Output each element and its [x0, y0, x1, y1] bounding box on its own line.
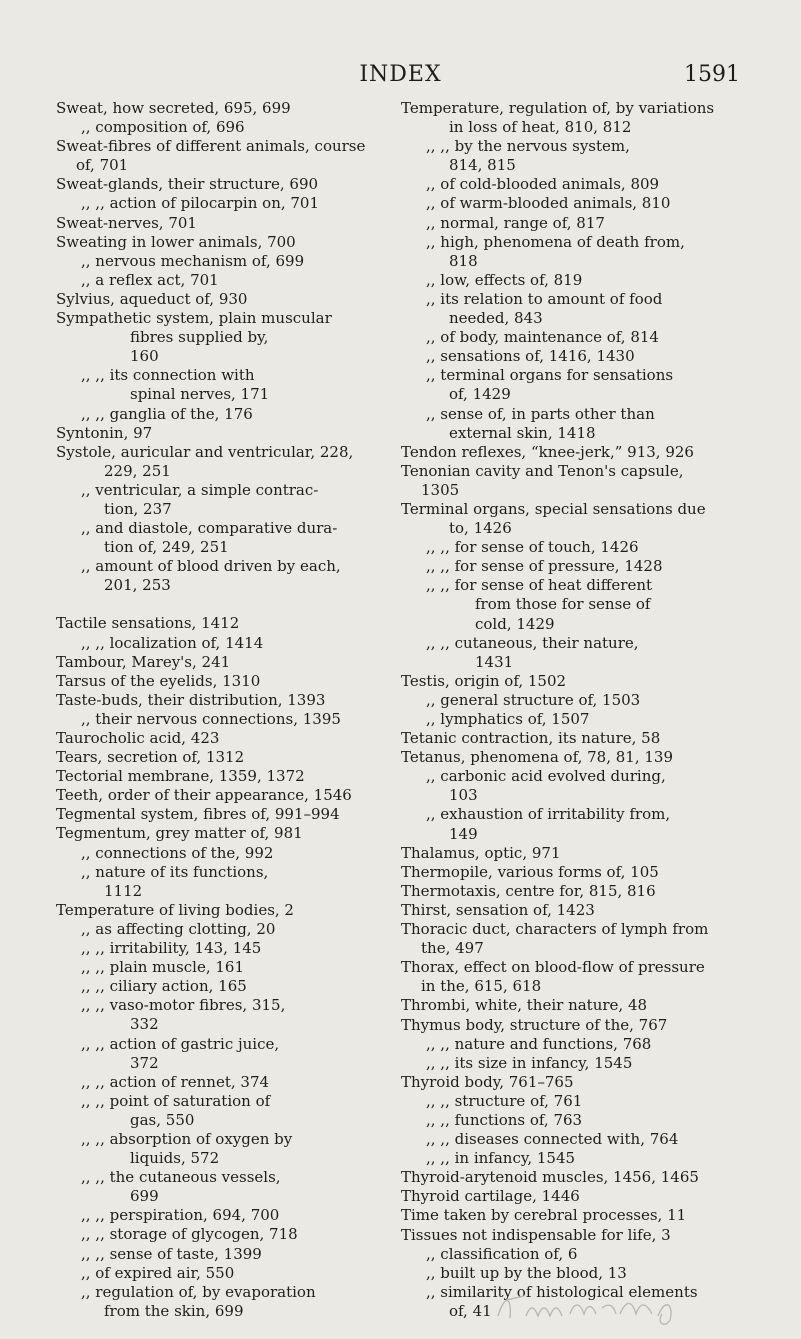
index-entry: ,, general structure of, 1503 — [426, 690, 641, 709]
index-entry: Sweating in lower animals, 700 — [56, 232, 296, 251]
entry-gap — [56, 595, 414, 614]
index-entry: Thermopile, various forms of, 105 — [401, 862, 659, 881]
index-entry: Tears, secretion of, 1312 — [56, 748, 245, 767]
index-entry: ,, amount of blood driven by each, — [81, 557, 341, 576]
index-entry: ,, ,, ciliary action, 165 — [81, 977, 247, 996]
index-entry: fibres supplied by, — [130, 328, 269, 347]
index-entry: the, 497 — [421, 939, 484, 958]
index-entry: 372 — [130, 1053, 159, 1072]
index-entry: ,, low, effects of, 819 — [426, 270, 583, 289]
index-entry: ,, of body, maintenance of, 814 — [426, 328, 659, 347]
index-entry: ,, ,, localization of, 1414 — [81, 633, 264, 652]
index-entry: ,, high, phenomena of death from, — [426, 232, 685, 251]
index-entry: ,, its relation to amount of food — [426, 289, 663, 308]
index-entry: Tissues not indispensable for life, 3 — [401, 1225, 671, 1244]
index-entry: ,, ventricular, a simple contrac- — [81, 480, 319, 499]
index-entry: ,, ,, action of gastric juice, — [81, 1034, 280, 1053]
index-entry: external skin, 1418 — [449, 423, 596, 442]
index-entry: Sweat-glands, their structure, 690 — [56, 175, 319, 194]
index-entry: Temperature of living bodies, 2 — [56, 900, 294, 919]
index-entry: tion, 237 — [104, 499, 172, 518]
index-entry: ,, ,, absorption of oxygen by — [81, 1129, 293, 1148]
index-entry: 332 — [130, 1015, 159, 1034]
index-entry: tion of, 249, 251 — [104, 538, 229, 557]
index-entry: Sylvius, aqueduct of, 930 — [56, 289, 248, 308]
index-entry: Sweat-fibres of different animals, course — [56, 137, 366, 156]
index-entry: ,, classification of, 6 — [426, 1244, 578, 1263]
page-header — [0, 58, 801, 94]
index-entry: ,, ,, for sense of heat different — [426, 576, 653, 595]
index-entry: ,, ,, plain muscle, 161 — [81, 958, 245, 977]
index-entry: ,, their nervous connections, 1395 — [81, 709, 341, 728]
index-entry: of, 701 — [76, 156, 129, 175]
index-entry: Tetanus, phenomena of, 78, 81, 139 — [401, 748, 674, 767]
index-entry: cold, 1429 — [475, 614, 555, 633]
index-entry: Tetanic contraction, its nature, 58 — [401, 729, 661, 748]
index-entry: ,, ,, its size in infancy, 1545 — [426, 1053, 633, 1072]
index-entry: ,, ,, nature and functions, 768 — [426, 1034, 652, 1053]
handwritten-signature — [490, 1286, 690, 1326]
page-number: 1591 — [684, 62, 740, 87]
index-entry: Tendon reflexes, “knee-jerk,” 913, 926 — [401, 442, 694, 461]
index-entry: Sympathetic system, plain muscular — [56, 309, 332, 328]
index-entry: ,, sense of, in parts other than — [426, 404, 655, 423]
index-entry: Taurocholic acid, 423 — [56, 729, 220, 747]
index-entry: ,, sensations of, 1416, 1430 — [426, 347, 635, 366]
index-entry: gas, 550 — [130, 1110, 195, 1129]
index-entry: Tegmental system, fibres of, 991–994 — [56, 805, 340, 824]
index-entry: ,, regulation of, by evaporation — [81, 1282, 316, 1301]
index-entry: of, 41 — [449, 1301, 492, 1320]
index-entry: ,, composition of, 696 — [81, 118, 245, 137]
index-entry: in loss of heat, 810, 812 — [449, 118, 632, 137]
index-entry: ,, of cold-blooded animals, 809 — [426, 175, 660, 194]
index-entry: Time taken by cerebral processes, 11 — [401, 1206, 687, 1225]
index-entry: ,, ,, vaso-motor fibres, 315, — [81, 996, 286, 1015]
index-entry: Thoracic duct, characters of lymph from — [401, 920, 709, 939]
right-index-column — [401, 99, 747, 1321]
index-entry: ,, ,, the cutaneous vessels, — [81, 1168, 281, 1187]
index-entry: Terminal organs, special sensations due — [401, 499, 706, 518]
index-entry: ,, ,, action of rennet, 374 — [81, 1072, 270, 1091]
index-entry: ,, a reflex act, 701 — [81, 270, 219, 289]
index-entry: to, 1426 — [449, 519, 512, 538]
page-title: INDEX — [359, 62, 442, 87]
index-entry: 1112 — [104, 881, 143, 900]
index-entry: 1305 — [421, 480, 460, 499]
index-entry: in the, 615, 618 — [421, 977, 542, 996]
index-entry: Sweat-nerves, 701 — [56, 213, 197, 232]
index-entry: Temperature, regulation of, by variations — [401, 99, 715, 117]
index-entry: needed, 843 — [449, 309, 543, 328]
index-entry: ,, nervous mechanism of, 699 — [81, 251, 305, 270]
index-entry: 160 — [130, 347, 159, 366]
index-entry: ,, lymphatics of, 1507 — [426, 710, 590, 728]
index-entry: Tegmentum, grey matter of, 981 — [56, 824, 303, 843]
index-entry: from the skin, 699 — [104, 1301, 244, 1320]
index-entry: ,, ,, functions of, 763 — [426, 1110, 583, 1129]
index-entry: Tactile sensations, 1412 — [56, 614, 240, 633]
index-entry: Thermotaxis, centre for, 815, 816 — [401, 881, 656, 900]
index-entry: ,, ,, in infancy, 1545 — [426, 1149, 576, 1168]
index-entry: Sweat, how secreted, 695, 699 — [56, 99, 291, 117]
index-entry: ,, connections of the, 992 — [81, 843, 274, 862]
index-entry: 818 — [449, 251, 478, 270]
index-entry: ,, ,, action of pilocarpin on, 701 — [81, 194, 320, 213]
index-entry: Tectorial membrane, 1359, 1372 — [56, 767, 305, 786]
index-entry: ,, ,, for sense of pressure, 1428 — [426, 557, 663, 576]
index-entry: Thirst, sensation of, 1423 — [401, 900, 595, 919]
index-entry: ,, ,, perspiration, 694, 700 — [81, 1206, 280, 1225]
index-entry: ,, ,, for sense of touch, 1426 — [426, 538, 639, 557]
index-entry: Tambour, Marey's, 241 — [56, 652, 231, 671]
index-entry: ,, similarity of histological elements — [426, 1282, 698, 1301]
index-entry: spinal nerves, 171 — [130, 385, 270, 404]
index-entry: ,, ,, ganglia of the, 176 — [81, 404, 253, 423]
index-entry: 229, 251 — [104, 461, 171, 480]
index-entry: ,, terminal organs for sensations — [426, 366, 674, 385]
index-entry: ,, ,, storage of glycogen, 718 — [81, 1225, 298, 1244]
index-entry: Thyroid-arytenoid muscles, 1456, 1465 — [401, 1168, 699, 1187]
index-entry: 103 — [449, 786, 478, 805]
index-entry: ,, as affecting clotting, 20 — [81, 919, 276, 938]
left-index-column — [56, 99, 414, 1321]
index-entry: ,, nature of its functions, — [81, 862, 269, 881]
index-entry: Thrombi, white, their nature, 48 — [401, 996, 648, 1015]
index-entry: ,, of expired air, 550 — [81, 1263, 235, 1282]
index-entry: ,, ,, irritability, 143, 145 — [81, 939, 262, 958]
index-entry: ,, ,, structure of, 761 — [426, 1091, 583, 1110]
index-entry: 149 — [449, 824, 478, 843]
index-entry: ,, ,, point of saturation of — [81, 1091, 271, 1110]
index-entry: ,, ,, by the nervous system, — [426, 137, 630, 156]
index-entry: Tarsus of the eyelids, 1310 — [56, 671, 261, 690]
index-entry: ,, of warm-blooded animals, 810 — [426, 194, 671, 213]
index-entry: ,, built up by the blood, 13 — [426, 1263, 627, 1282]
index-entry: Thyroid body, 761–765 — [401, 1072, 574, 1091]
index-entry: 814, 815 — [449, 156, 516, 175]
index-entry: Thyroid cartilage, 1446 — [401, 1187, 580, 1206]
index-entry: Systole, auricular and ventricular, 228, — [56, 442, 354, 461]
index-entry: Taste-buds, their distribution, 1393 — [56, 690, 326, 709]
index-entry: ,, ,, its connection with — [81, 366, 255, 385]
index-entry: ,, ,, diseases connected with, 764 — [426, 1130, 679, 1149]
index-entry: of, 1429 — [449, 385, 511, 404]
index-entry: 201, 253 — [104, 576, 171, 595]
index-entry: from those for sense of — [475, 595, 651, 614]
index-entry: ,, exhaustion of irritability from, — [426, 805, 671, 824]
index-entry: 699 — [130, 1187, 159, 1206]
index-entry: Testis, origin of, 1502 — [401, 671, 567, 690]
index-entry: ,, ,, sense of taste, 1399 — [81, 1244, 262, 1263]
index-entry: 1431 — [475, 652, 514, 671]
index-entry: ,, and diastole, comparative dura- — [81, 519, 338, 538]
index-entry: Thymus body, structure of the, 767 — [401, 1015, 668, 1034]
index-entry: liquids, 572 — [130, 1149, 220, 1168]
index-entry: ,, normal, range of, 817 — [426, 213, 605, 232]
index-entry: ,, ,, cutaneous, their nature, — [426, 633, 639, 652]
index-entry: Thorax, effect on blood-flow of pressure — [401, 958, 705, 977]
index-entry: ,, carbonic acid evolved during, — [426, 767, 666, 786]
index-entry: Thalamus, optic, 971 — [401, 843, 561, 862]
index-entry: Tenonian cavity and Tenon's capsule, — [401, 461, 684, 480]
index-entry: Teeth, order of their appearance, 1546 — [56, 786, 352, 805]
index-entry: Syntonin, 97 — [56, 423, 153, 442]
